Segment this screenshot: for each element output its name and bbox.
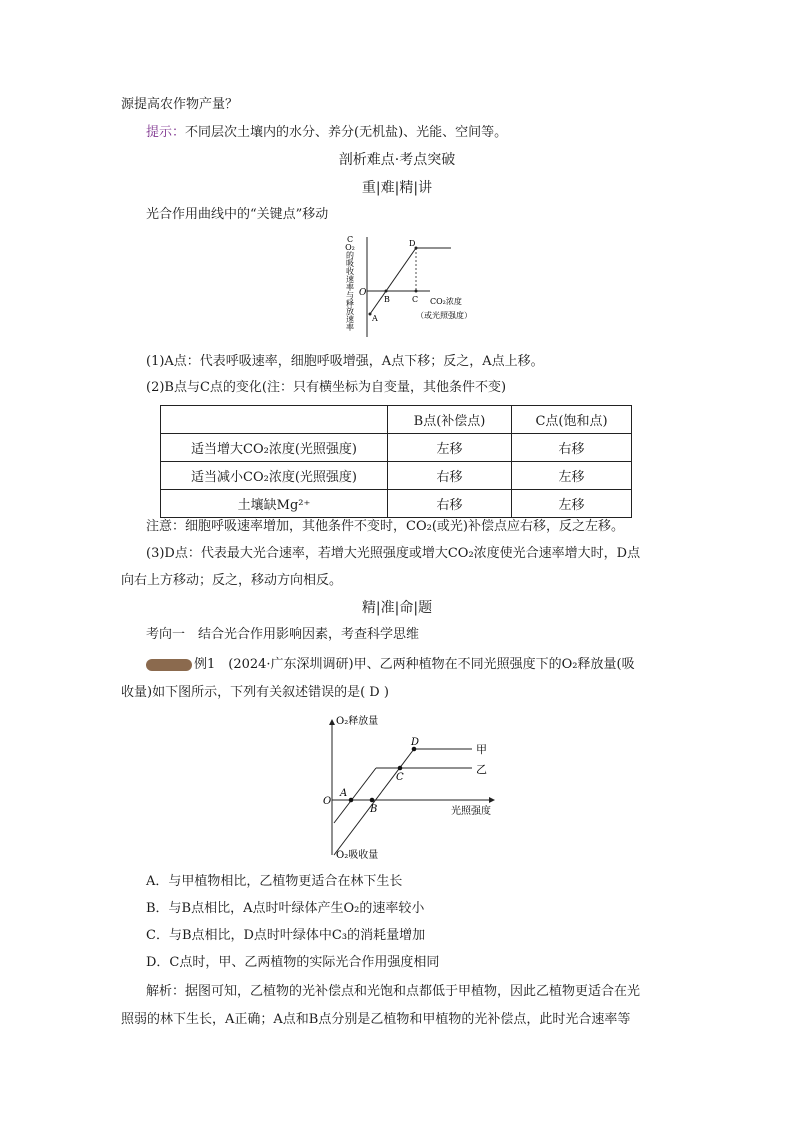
example-text: 例1 (2024·广东深圳调研)甲、乙两种植物在不同光照强度下的O₂释放量(吸 <box>194 657 635 672</box>
example-line-1 <box>146 655 635 675</box>
option-c: C．与B点相比，D点时叶绿体中C₃的消耗量增加 <box>146 928 426 943</box>
table-header-cell: B点(补偿点) <box>388 406 512 434</box>
fig2-xlabel: 光照强度 <box>451 806 491 817</box>
table-cell: 右移 <box>388 490 512 518</box>
table-header-cell: C点(饱和点) <box>512 406 632 434</box>
fig2-series-jia-label: 甲 <box>476 743 487 756</box>
analysis-line-1: 解析：据图可知，乙植物的光补偿点和光饱和点都低于甲植物，因此乙植物更适合在光 <box>146 984 641 999</box>
table-row <box>161 490 632 518</box>
paragraph-2: (2)B点与C点的变化(注：只有横坐标为自变量，其他条件不变) <box>146 380 507 395</box>
figure-1-key-points-graph <box>340 232 490 342</box>
fig1-ylabel-text: C O₂ 的吸收速率与释放速率 <box>345 235 355 332</box>
option-d: D．C点时，甲、乙两植物的实际光合作用强度相同 <box>146 955 440 970</box>
hint-paragraph <box>146 123 507 143</box>
fig2-dot-B <box>370 798 375 803</box>
fig1-label-A: A <box>372 314 378 323</box>
fig1-label-B: B <box>384 295 390 304</box>
table-cell: 土壤缺Mg²⁺ <box>161 490 388 518</box>
table-header-row <box>161 406 632 434</box>
option-a: A．与甲植物相比，乙植物更适合在林下生长 <box>146 874 403 889</box>
table-row <box>161 434 632 462</box>
table-cell: 适当增大CO₂浓度(光照强度) <box>161 434 388 462</box>
paragraph-3-line-1: (3)D点：代表最大光合速率，若增大光照强度或增大CO₂浓度使光合速率增大时，D点 <box>146 546 641 561</box>
fig1-xlabel-1: CO₂浓度 <box>430 297 462 306</box>
direction-heading: 考向一 结合光合作用影响因素，考查科学思维 <box>146 627 420 642</box>
option-b: B．与B点相比，A点时叶绿体产生O₂的速率较小 <box>146 901 425 916</box>
subtitle-key-points: 重|难|精|讲 <box>361 180 433 196</box>
fig2-dot-C <box>398 766 403 771</box>
fig2-ylabel-bottom: O₂吸收量 <box>336 850 379 861</box>
fig2-label-C: C <box>396 772 404 783</box>
table-header-cell <box>161 406 388 434</box>
intro-line: 源提高农作物产量？ <box>121 97 239 112</box>
fig1-curve-rise <box>370 248 419 314</box>
fig2-dot-A <box>349 798 354 803</box>
fig1-xlabel-2: （或光照强度） <box>416 311 472 320</box>
table-cell: 适当减小CO₂浓度(光照强度) <box>161 462 388 490</box>
example-badge <box>146 659 192 671</box>
fig1-dot-C <box>415 290 418 293</box>
fig2-curve-jia-rise <box>334 749 414 855</box>
table-row <box>161 462 632 490</box>
fig2-label-B: B <box>370 804 378 815</box>
fig1-dot-B <box>385 290 388 293</box>
fig2-ylabel-top: O₂释放量 <box>336 716 379 727</box>
analysis-line-2: 照弱的林下生长，A正确；A点和B点分别是乙植物和甲植物的光补偿点，此时光合速率等 <box>121 1012 631 1027</box>
table-cell: 右移 <box>512 434 632 462</box>
table-cell: 左移 <box>388 434 512 462</box>
paragraph-3-line-2: 向右上方移动；反之，移动方向相反。 <box>121 573 343 588</box>
fig1-label-O: O <box>359 288 367 298</box>
table-cell: 右移 <box>388 462 512 490</box>
table-cell: 左移 <box>512 490 632 518</box>
fig2-series-yi-label: 乙 <box>476 763 487 776</box>
fig2-label-D: D <box>411 737 420 748</box>
paragraph-1: (1)A点：代表呼吸速率，细胞呼吸增强，A点下移；反之，A点上移。 <box>146 354 544 369</box>
fig2-label-O: O <box>323 796 332 807</box>
comparison-table <box>160 405 632 518</box>
section-title: 剖析难点·考点突破 <box>338 152 456 168</box>
subtitle-precise-questions: 精|准|命|题 <box>361 600 433 616</box>
note-paragraph: 注意：细胞呼吸速率增加，其他条件不变时，CO₂(或光)补偿点应右移，反之左移。 <box>146 519 624 534</box>
hint-label: 提示： <box>146 125 186 140</box>
fig1-ylabel <box>345 235 355 332</box>
example-line-2: 收量)如下图所示，下列有关叙述错误的是( D ) <box>121 685 389 700</box>
fig2-label-A: A <box>340 788 348 799</box>
hint-text: 不同层次土壤内的水分、养分(无机盐)、光能、空间等。 <box>185 125 508 140</box>
fig1-label-D: D <box>409 239 416 248</box>
fig1-label-C: C <box>412 295 419 304</box>
figure-2-o2-graph <box>312 710 512 862</box>
topic-heading: 光合作用曲线中的“关键点”移动 <box>146 207 329 222</box>
table-cell: 左移 <box>512 462 632 490</box>
